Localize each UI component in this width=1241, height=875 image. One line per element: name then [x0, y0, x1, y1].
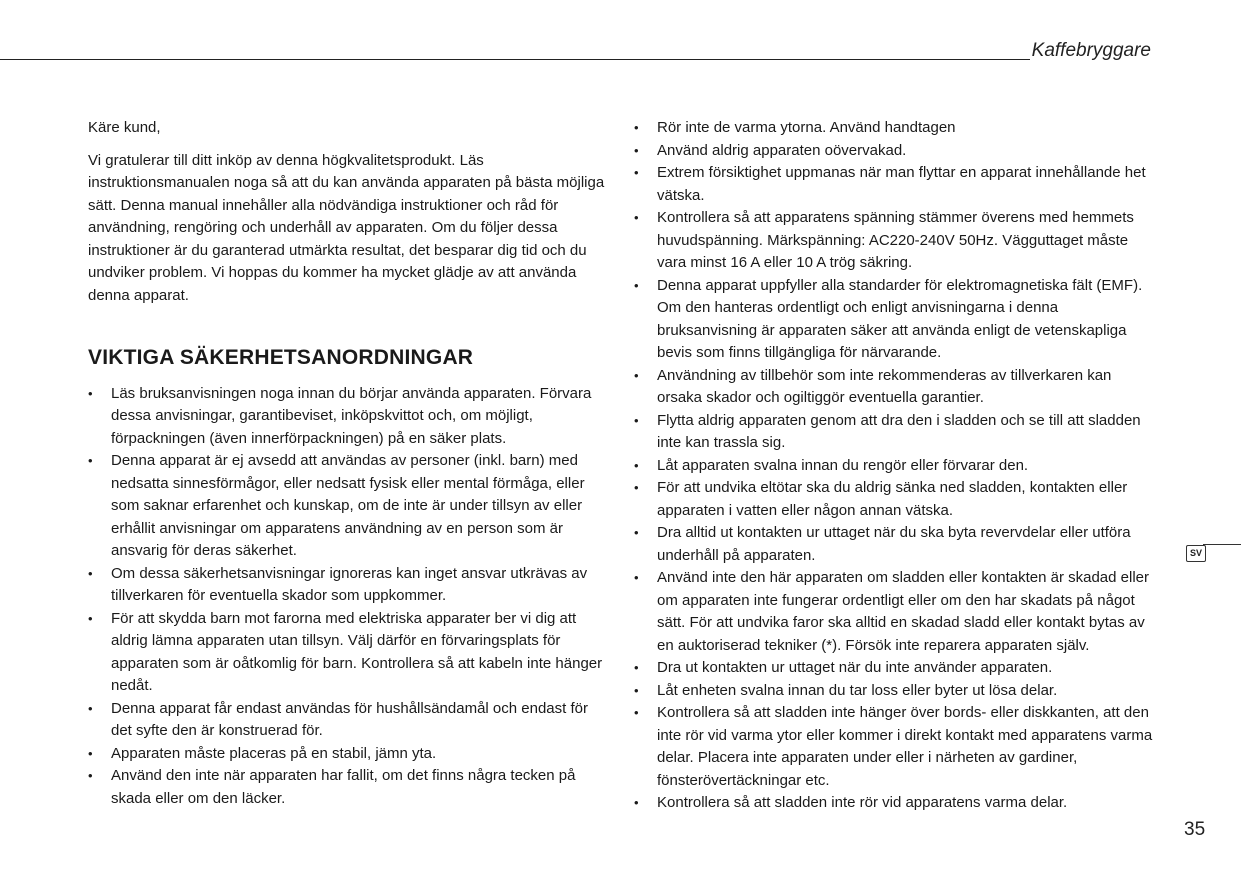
right-column	[634, 117, 1159, 815]
list-item: • Läs bruksanvisningen noga innan du börjar använda apparaten. Förvara dessa anvisningar, garantibeviset, inköpskvittot och, om möjligt, förpackningen (även innerförpackningen) på en säker plats.	[88, 383, 608, 451]
list-item: • Rör inte de varma ytorna. Använd handtagen	[634, 117, 1159, 140]
list-item: • För att skydda barn mot farorna med elektriska apparater ber vi dig att aldrig lämna apparaten utan tillsyn. Välj därför en förvaringsplats för apparaten som är oåtkomlig för barn. Kontrollera så att kabeln inte hänger nedåt.	[88, 608, 608, 698]
list-item: • Kontrollera så att sladden inte hänger över bords- eller diskkanten, att den inte rör vid varma ytor eller kommer i direkt kontakt med apparatens varma delar. Placera inte apparaten under eller i närheten av gardiner, fönsterövertäckningar etc.	[634, 702, 1159, 792]
list-item: • Extrem försiktighet uppmanas när man flyttar en apparat innehållande het vätska.	[634, 162, 1159, 207]
list-item: • Använd inte den här apparaten om sladden eller kontakten är skadad eller om apparaten inte fungerar ordentligt eller om den har skadats på något sätt. För att undvika faror ska alltid en skadad sladd eller kontakt bytas av en auktoriserad tekniker (*). Försök inte reparera apparaten själv.	[634, 567, 1159, 657]
list-item: • Flytta aldrig apparaten genom att dra den i sladden och se till att sladden inte kan trassla sig.	[634, 410, 1159, 455]
page-number: 35	[1184, 819, 1206, 840]
salutation: Käre kund,	[88, 119, 161, 136]
list-item: • Använd den inte när apparaten har fallit, om det finns några tecken på skada eller om den läcker.	[88, 765, 608, 810]
list-item: • Apparaten måste placeras på en stabil, jämn yta.	[88, 743, 608, 766]
header-rule	[0, 59, 1030, 60]
list-item: • Denna apparat är ej avsedd att användas av personer (inkl. barn) med nedsatta sinnesförmågor, eller nedsatt fysisk eller mental förmåga, eller som saknar erfarenhet och kunskap, om de inte är under tillsyn av eller erhållit anvisningar om apparatens användning av en person som är ansvarig för deras säkerhet.	[88, 450, 608, 563]
list-item: • Om dessa säkerhetsanvisningar ignoreras kan inget ansvar utkrävas av tillverkaren för eventuella skador som uppkommer.	[88, 563, 608, 608]
list-item: • Använd aldrig apparaten oövervakad.	[634, 140, 1159, 163]
safety-heading: VIKTIGA SÄKERHETSANORDNINGAR	[88, 346, 474, 369]
language-tab: SV	[1186, 545, 1206, 562]
safety-list-right	[634, 117, 1159, 815]
intro-paragraph: Vi gratulerar till ditt inköp av denna högkvalitetsprodukt. Läs instruktionsmanualen noga så att du kan använda apparaten på bästa möjliga sätt. Denna manual innehåller alla nödvändiga instruktioner och råd för användning, rengöring och underhåll av apparaten. Om du följer dessa instruktioner är du garanterad utmärkta resultat, det besparar dig tid och du undviker problem. Vi hoppas du kommer ha mycket glädje av att använda denna apparat.	[88, 151, 605, 304]
list-item: • Denna apparat uppfyller alla standarder för elektromagnetiska fält (EMF). Om den hanteras ordentligt och enligt anvisningarna i denna bruksanvisning är apparaten säker att använda enligt de vetenskapliga bevis som finns tillgängliga för närvarande.	[634, 275, 1159, 365]
list-item: • Kontrollera så att sladden inte rör vid apparatens varma delar.	[634, 792, 1159, 815]
safety-list-left	[88, 383, 608, 811]
list-item: • Kontrollera så att apparatens spänning stämmer överens med hemmets huvudspänning. Märkspänning: AC220-240V 50Hz. Vägguttaget måste vara minst 16 A eller 10 A trög säkring.	[634, 207, 1159, 275]
document-title: Kaffebryggare	[1031, 40, 1151, 61]
list-item: • Låt apparaten svalna innan du rengör eller förvarar den.	[634, 455, 1159, 478]
list-item: • Dra alltid ut kontakten ur uttaget när du ska byta revervdelar eller utföra underhåll på apparaten.	[634, 522, 1159, 567]
list-item: • Dra ut kontakten ur uttaget när du inte använder apparaten.	[634, 657, 1159, 680]
left-column	[88, 117, 608, 810]
list-item: • Låt enheten svalna innan du tar loss eller byter ut lösa delar.	[634, 680, 1159, 703]
list-item: • Denna apparat får endast användas för hushållsändamål och endast för det syfte den är konstruerad för.	[88, 698, 608, 743]
list-item: • Användning av tillbehör som inte rekommenderas av tillverkaren kan orsaka skador och ogiltiggör eventuella garantier.	[634, 365, 1159, 410]
language-tab-rule	[1203, 544, 1241, 545]
list-item: • För att undvika eltötar ska du aldrig sänka ned sladden, kontakten eller apparaten i vatten eller någon annan vätska.	[634, 477, 1159, 522]
